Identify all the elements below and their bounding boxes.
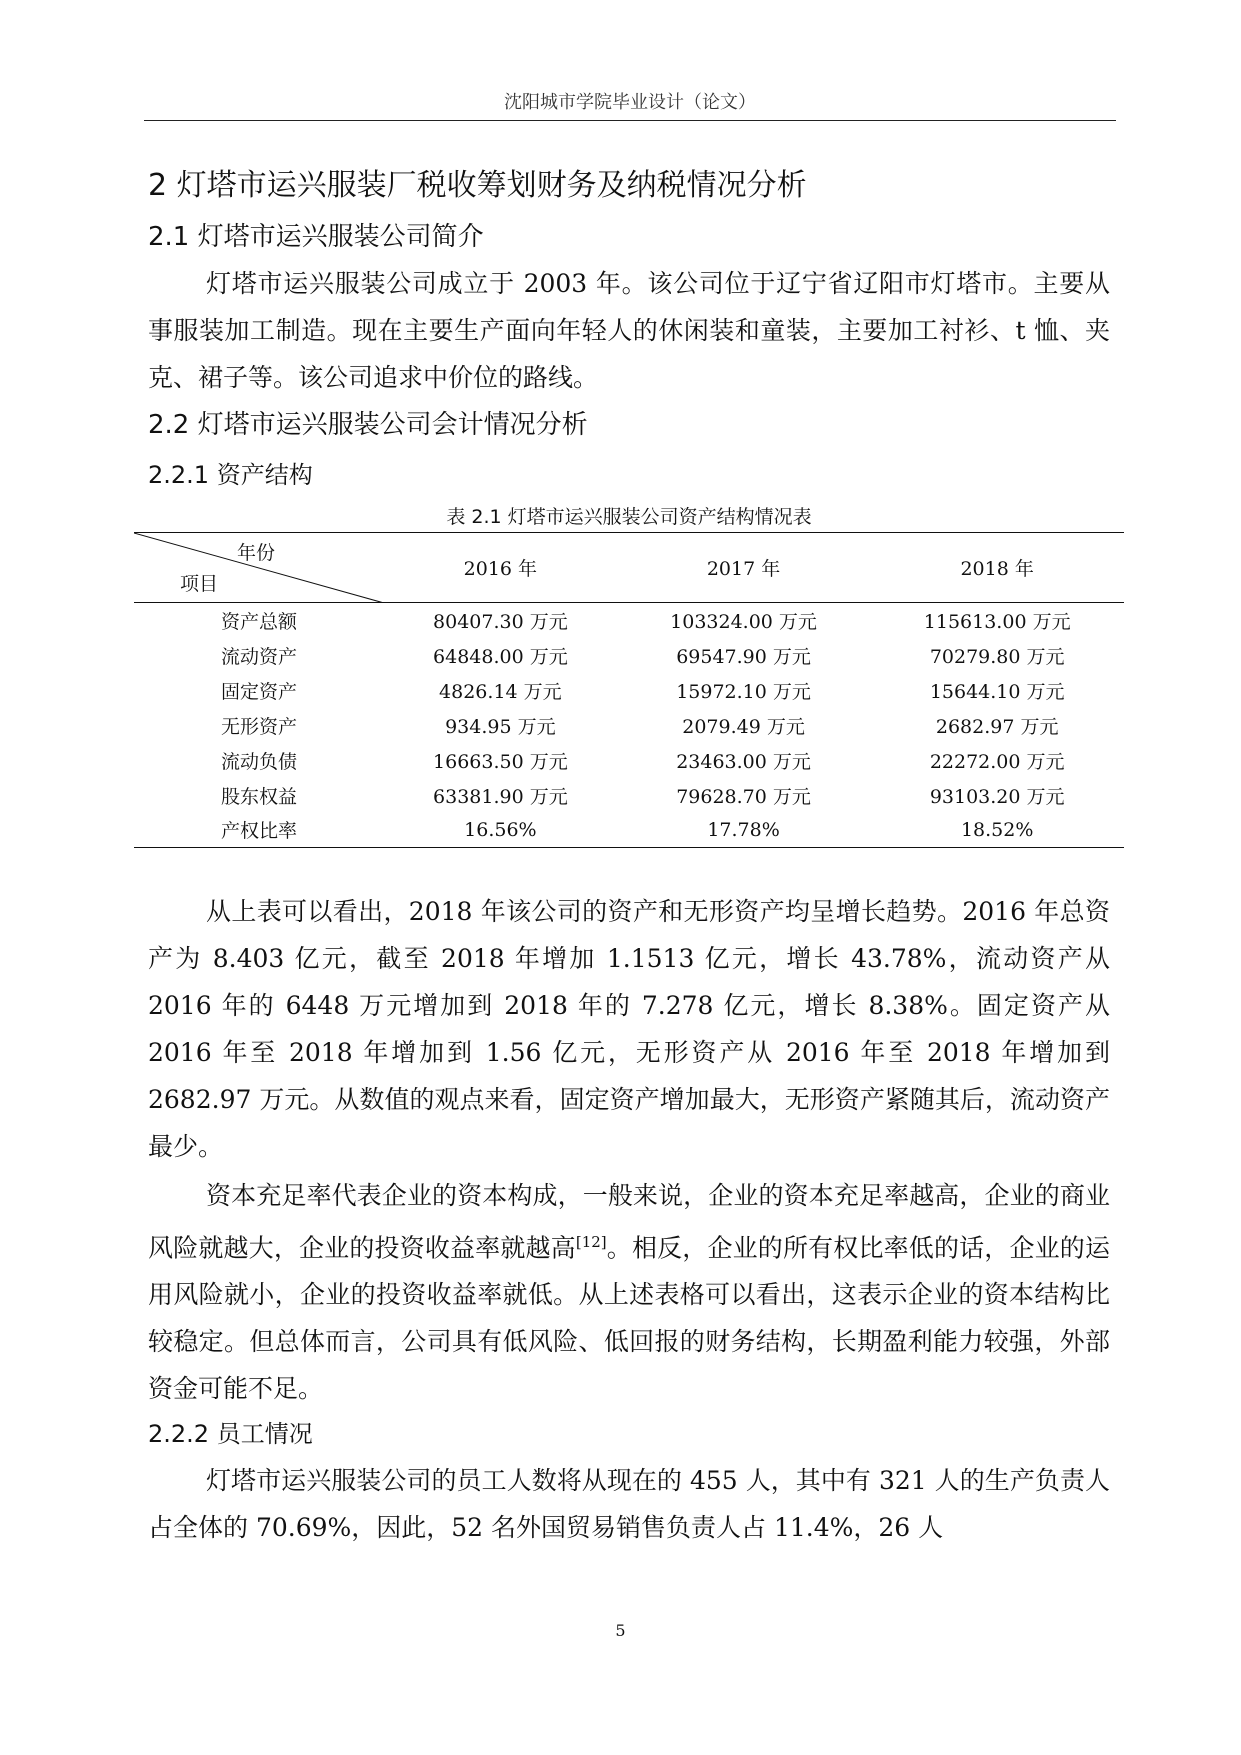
corner-item-label: 项目	[180, 573, 219, 595]
capital-paragraph	[148, 1172, 1110, 1412]
citation-ref: [12]	[575, 1233, 607, 1251]
row-label: 流动资产	[220, 645, 297, 668]
table-cell: 15972.10 万元	[676, 680, 811, 703]
table-cell: 934.95 万元	[445, 715, 556, 738]
table-cell: 16663.50 万元	[433, 750, 568, 773]
running-header: 沈阳城市学院毕业设计（论文）	[504, 92, 756, 113]
intro-paragraph: 灯塔市运兴服装公司成立于 2003 年。该公司位于辽宁省辽阳市灯塔市。主要从事服装加工制造。现在主要生产面向年轻人的休闲装和童装，主要加工衬衫、t 恤、夹克、裙子等。该公司追求中价位的路线。	[148, 269, 1110, 392]
column-header-2017: 2017 年	[706, 558, 781, 580]
table-row	[134, 778, 1124, 813]
row-label: 固定资产	[220, 680, 297, 703]
section-2-1-title: 2.1 灯塔市运兴服装公司简介	[148, 222, 484, 252]
table-cell: 16.56%	[464, 818, 537, 841]
table-cell: 63381.90 万元	[433, 785, 568, 808]
table-cell: 15644.10 万元	[929, 680, 1065, 703]
row-label: 资产总额	[220, 610, 297, 633]
table-row	[134, 743, 1124, 778]
row-label: 产权比率	[220, 820, 297, 843]
row-label: 股东权益	[220, 785, 297, 808]
table-row	[134, 673, 1124, 708]
table-caption: 表 2.1 灯塔市运兴服装公司资产结构情况表	[446, 506, 812, 528]
table-cell: 115613.00 万元	[923, 610, 1071, 633]
asset-structure-table-wrapper	[134, 532, 1124, 848]
table-cell: 69547.90 万元	[676, 645, 811, 668]
table-cell: 22272.00 万元	[929, 750, 1065, 773]
analysis-paragraph: 从上表可以看出，2018 年该公司的资产和无形资产均呈增长趋势。2016 年总资产为 8.403 亿元，截至 2018 年增加 1.1513 亿元，增长 43.78%，流动资产从 2016 年的 6448 万元增加到 2018 年的 7.278 亿元，增长 8.38%。固定资产从 2016 年至 2018 年增加到 1.56 亿元，无形资产从 2016 年至 2018 年增加到 2682.97 万元。从数值的观点来看，固定资产增加最大，无形资产紧随其后，流动资产最少。	[148, 897, 1110, 1161]
asset-structure-table	[134, 532, 1124, 848]
section-2-2-title: 2.2 灯塔市运兴服装公司会计情况分析	[148, 410, 588, 440]
table-cell: 93103.20 万元	[929, 785, 1065, 808]
staff-paragraph: 灯塔市运兴服装公司的员工人数将从现在的 455 人，其中有 321 人的生产负责人占全体的 70.69%，因此，52 名外国贸易销售负责人占 11.4%，26 人	[148, 1466, 1110, 1542]
section-2-title: 2 灯塔市运兴服装厂税收筹划财务及纳税情况分析	[148, 168, 807, 203]
table-cell: 70279.80 万元	[929, 645, 1065, 668]
table-cell: 64848.00 万元	[433, 645, 568, 668]
table-row	[134, 638, 1124, 673]
table-cell: 18.52%	[960, 818, 1034, 841]
column-header-2016: 2016 年	[463, 558, 538, 580]
page-number: 5	[615, 1621, 626, 1640]
table-cell: 79628.70 万元	[676, 785, 811, 808]
table-cell: 4826.14 万元	[439, 680, 562, 703]
table-row	[134, 813, 1124, 848]
table-cell: 2079.49 万元	[682, 715, 805, 738]
row-label: 流动负债	[220, 750, 297, 773]
column-header-2018: 2018 年	[960, 558, 1034, 580]
table-cell: 80407.30 万元	[433, 610, 568, 633]
section-2-2-1-title: 2.2.1 资产结构	[148, 461, 313, 489]
corner-year-label: 年份	[237, 542, 276, 564]
table-row	[134, 603, 1124, 638]
table-cell: 2682.97 万元	[935, 715, 1059, 738]
section-2-2-2-title: 2.2.2 员工情况	[148, 1420, 313, 1448]
table-cell: 17.78%	[707, 818, 780, 841]
table-header-row	[134, 533, 1124, 603]
table-cell: 103324.00 万元	[670, 610, 817, 633]
table-cell: 23463.00 万元	[676, 750, 811, 773]
row-label: 无形资产	[220, 715, 297, 738]
table-row	[134, 708, 1124, 743]
header-rule	[144, 120, 1116, 121]
capital-text-before-ref: 资本充足率代表企业的资本构成，一般来说，企业的资本充足率越高，企业的商业风险就越大，企业的投资收益率就越高	[148, 1181, 1110, 1263]
capital-text-after-ref: 。相反，企业的所有权比率低的话，企业的运用风险就小，企业的投资收益率就低。从上述表格可以看出，这表示企业的资本结构比较稳定。但总体而言，公司具有低风险、低回报的财务结构，长期盈利能力较强，外部资金可能不足。	[148, 1233, 1110, 1404]
table-corner-cell	[134, 533, 384, 603]
